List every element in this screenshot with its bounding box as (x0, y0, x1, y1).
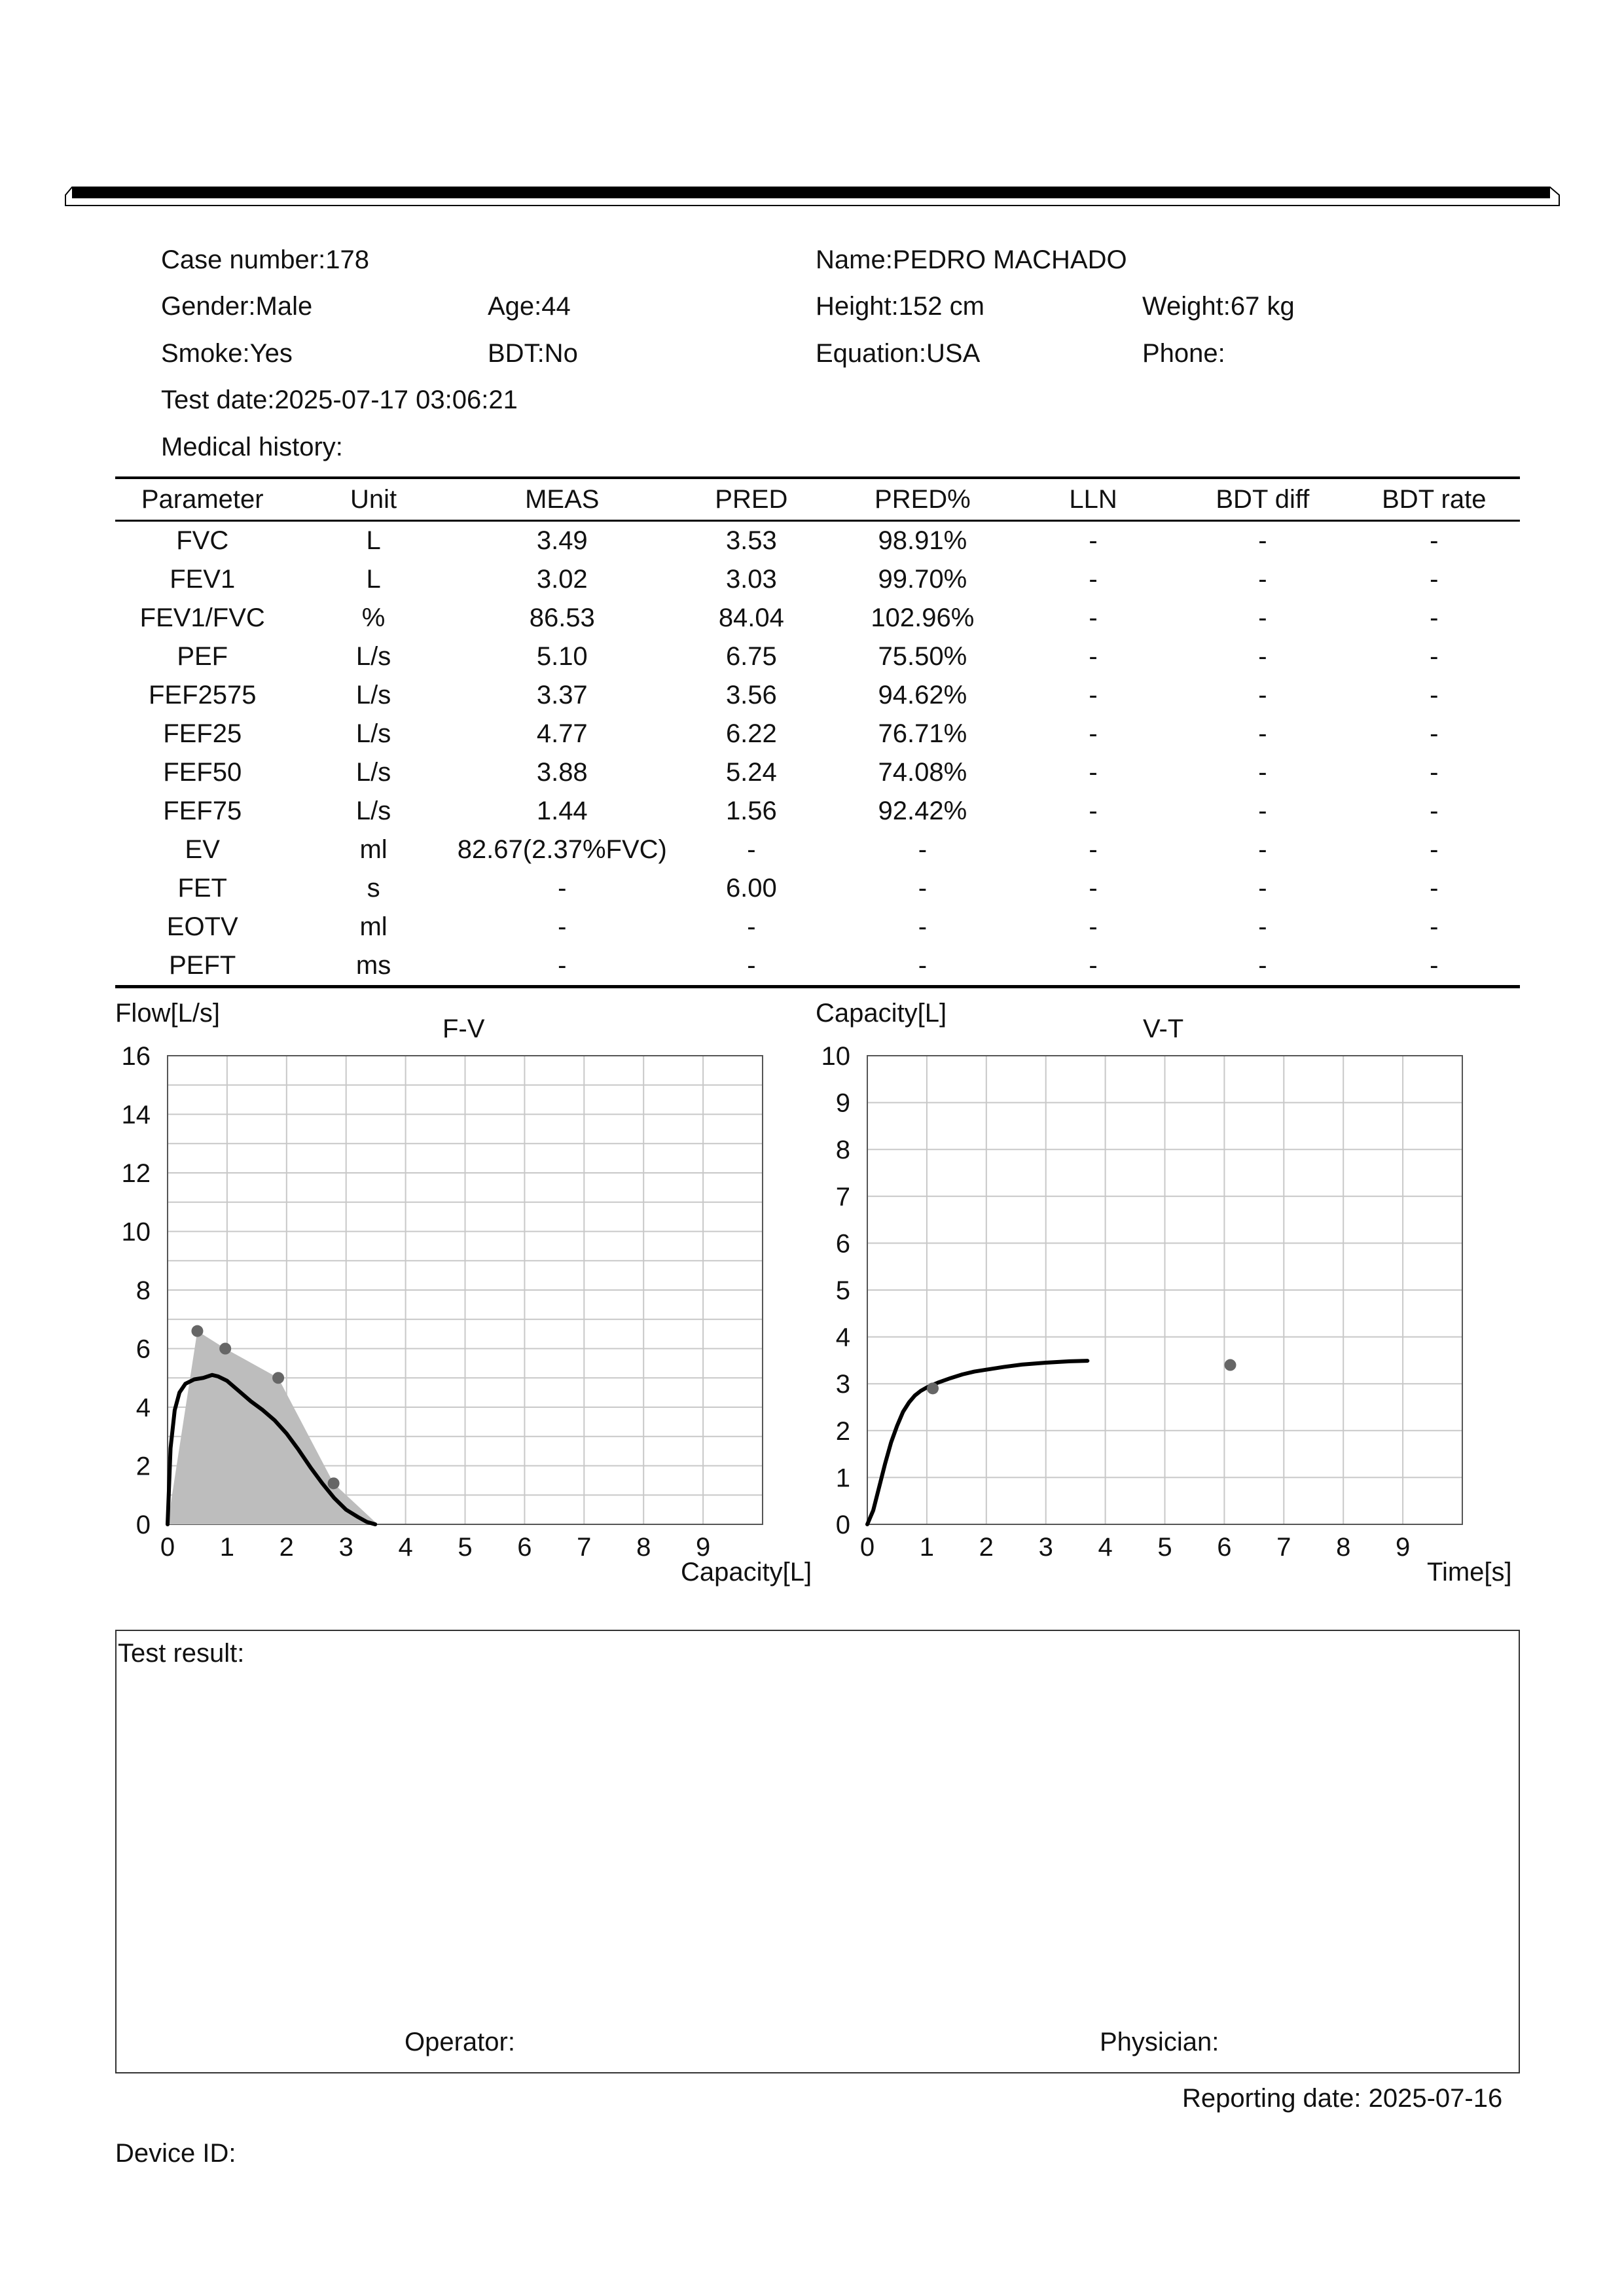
cell: 84.04 (718, 603, 784, 632)
cell: 5.24 (725, 758, 777, 787)
cell: - (558, 912, 567, 941)
cell: - (1430, 835, 1439, 864)
cell: - (1430, 758, 1439, 787)
equation: Equation:USA (816, 339, 981, 368)
cell: - (1430, 603, 1439, 632)
cell: 86.53 (529, 603, 595, 632)
cell: - (1089, 797, 1098, 825)
cell: 94.62% (878, 681, 967, 709)
cell: % (361, 603, 386, 632)
fv-xtick-label: 5 (458, 1533, 473, 1562)
cell: 6.22 (725, 719, 777, 748)
cell: FVC (176, 526, 229, 555)
cell: - (1009, 946, 1177, 987)
smoke: Smoke:Yes (161, 339, 293, 368)
cell: L (366, 565, 381, 594)
vt-ytick-label: 7 (835, 1182, 850, 1211)
cell: - (747, 835, 756, 864)
fv-xtick-label: 7 (577, 1533, 592, 1562)
fv-xtick-label: 9 (695, 1533, 711, 1562)
vt-ytick-label: 2 (835, 1416, 850, 1446)
cell: s (367, 874, 380, 903)
cell: - (1089, 874, 1098, 903)
cell: - (918, 835, 928, 864)
cell: 75.50% (878, 642, 967, 671)
cell: 5.10 (536, 642, 588, 671)
cell: - (1430, 719, 1439, 748)
cell: - (1430, 912, 1439, 941)
fv-ytick-label: 8 (135, 1276, 151, 1305)
vt-ytick-label: 6 (835, 1229, 850, 1259)
cell: - (1258, 758, 1267, 787)
fv-ytick-label: 10 (121, 1217, 151, 1247)
vt-ytick-label: 4 (835, 1323, 850, 1352)
fv-ytick-label: 16 (121, 1042, 151, 1071)
vt-measured-curve (867, 1361, 1087, 1524)
cell: - (1258, 912, 1267, 941)
fv-xtick-label: 3 (338, 1533, 353, 1562)
vt-xtick-label: 3 (1038, 1533, 1053, 1562)
cell: 6.75 (725, 642, 777, 671)
cell: 98.91% (878, 526, 967, 555)
cell: 74.08% (878, 758, 967, 787)
header-pred: PRED (667, 478, 836, 521)
fv-xlabel: Capacity[L] (681, 1558, 812, 1587)
cell: - (1089, 835, 1098, 864)
cell: 1.44 (536, 797, 588, 825)
fv-ytick-label: 14 (121, 1100, 151, 1130)
phone: Phone: (1142, 339, 1225, 368)
fv-ytick-label: 0 (135, 1511, 151, 1539)
cell: - (1258, 565, 1267, 594)
cell: - (1089, 912, 1098, 941)
vt-xtick-label: 0 (859, 1533, 875, 1562)
cell: ml (359, 835, 388, 864)
cell: L/s (355, 758, 391, 787)
cell: 3.88 (536, 758, 588, 787)
fv-ytick-label: 12 (121, 1159, 151, 1188)
cell: - (1089, 526, 1098, 555)
header-pred-percent: PRED% (836, 478, 1009, 521)
cell: - (1089, 681, 1098, 709)
cell: - (1177, 946, 1348, 987)
cell: - (1258, 719, 1267, 748)
cell: - (836, 946, 1009, 987)
cell: EOTV (166, 912, 238, 941)
vt-predicted-point (927, 1382, 939, 1394)
cell: 3.49 (536, 526, 588, 555)
cell: L/s (355, 642, 391, 671)
test-date: Test date:2025-07-17 03:06:21 (161, 386, 518, 414)
cell: - (1430, 642, 1439, 671)
cell: - (1089, 719, 1098, 748)
header-unit: Unit (289, 478, 457, 521)
vt-ytick-label: 0 (835, 1511, 850, 1539)
physician-label: Physician: (1100, 2028, 1219, 2056)
medical-history: Medical history: (161, 433, 343, 461)
vt-title: V-T (1143, 1014, 1184, 1043)
fv-xtick-label: 0 (160, 1533, 175, 1562)
cell: 76.71% (878, 719, 967, 748)
cell: FET (177, 874, 227, 903)
vt-xtick-label: 7 (1276, 1533, 1291, 1562)
fv-ytick-label: 2 (135, 1452, 151, 1481)
vt-xtick-label: 5 (1157, 1533, 1172, 1562)
vt-ytick-label: 8 (835, 1136, 850, 1165)
case-number: Case number:178 (161, 245, 369, 274)
test-result-box (115, 1630, 1520, 2073)
cell: - (1089, 565, 1098, 594)
cell: EV (185, 835, 220, 864)
cell: ml (359, 912, 388, 941)
cell: - (1430, 874, 1439, 903)
cell: 102.96% (871, 603, 975, 632)
cell: - (1258, 835, 1267, 864)
fv-ytick-label: 4 (135, 1393, 151, 1422)
cell: FEV1 (170, 565, 236, 594)
header-bdt-rate: BDT rate (1348, 478, 1520, 521)
cell: PEF (177, 642, 228, 671)
header-parameter: Parameter (115, 478, 289, 521)
test-result-label: Test result: (118, 1639, 245, 1668)
cell: 1.56 (725, 797, 777, 825)
cell: L/s (355, 681, 391, 709)
cell: L (366, 526, 381, 555)
patient-name: Name:PEDRO MACHADO (816, 245, 1127, 274)
cell: - (747, 912, 756, 941)
cell: - (1089, 603, 1098, 632)
age: Age:44 (488, 292, 571, 321)
fv-xtick-label: 8 (636, 1533, 651, 1562)
vt-xtick-label: 2 (979, 1533, 994, 1562)
cell: FEF25 (163, 719, 242, 748)
cell: - (918, 912, 928, 941)
device-id: Device ID: (115, 2139, 236, 2168)
fv-xtick-label: 2 (279, 1533, 294, 1562)
cell: - (1089, 758, 1098, 787)
bdt: BDT:No (488, 339, 578, 368)
cell: - (1430, 526, 1439, 555)
fv-ytick-label: 6 (135, 1335, 151, 1364)
cell: 3.03 (725, 565, 777, 594)
cell: - (1258, 874, 1267, 903)
cell: 3.56 (725, 681, 777, 709)
cell: 99.70% (878, 565, 967, 594)
cell: - (1089, 642, 1098, 671)
cell: 3.02 (536, 565, 588, 594)
cell: FEV1/FVC (139, 603, 265, 632)
gender: Gender:Male (161, 292, 313, 321)
cell: FEF75 (163, 797, 242, 825)
cell: ms (289, 946, 457, 987)
cell: L/s (355, 719, 391, 748)
cell: 82.67(2.37%FVC) (457, 835, 667, 864)
cell: 3.53 (725, 526, 777, 555)
cell: - (1430, 565, 1439, 594)
vt-ylabel: Capacity[L] (816, 999, 947, 1028)
header-meas: MEAS (458, 478, 667, 521)
fv-ylabel: Flow[L/s] (115, 999, 221, 1028)
cell: - (1430, 797, 1439, 825)
vt-ytick-label: 9 (835, 1088, 850, 1118)
vt-ytick-label: 10 (821, 1042, 850, 1071)
cell: - (918, 874, 928, 903)
cell: PEFT (115, 946, 289, 987)
cell: - (1258, 681, 1267, 709)
cell: FEF2575 (148, 681, 257, 709)
header-bdt-diff: BDT diff (1177, 478, 1348, 521)
vt-predicted-point (1224, 1359, 1236, 1371)
vt-ytick-label: 5 (835, 1276, 850, 1305)
vt-xlabel: Time[s] (1427, 1558, 1512, 1587)
operator-label: Operator: (405, 2028, 515, 2056)
fv-title: F-V (442, 1014, 485, 1043)
cell: - (1258, 526, 1267, 555)
reporting-date: Reporting date: 2025-07-16 (1182, 2084, 1503, 2113)
cell: - (458, 946, 667, 987)
cell: - (1258, 603, 1267, 632)
cell: L/s (355, 797, 391, 825)
cell: - (667, 946, 836, 987)
cell: 92.42% (878, 797, 967, 825)
weight: Weight:67 kg (1142, 292, 1295, 321)
fv-xtick-label: 6 (517, 1533, 532, 1562)
cell: 3.37 (536, 681, 588, 709)
vt-xtick-label: 8 (1336, 1533, 1351, 1562)
cell: - (1348, 946, 1520, 987)
vt-xtick-label: 6 (1217, 1533, 1232, 1562)
cell: 4.77 (536, 719, 588, 748)
height: Height:152 cm (816, 292, 984, 321)
vt-xtick-label: 9 (1395, 1533, 1411, 1562)
cell: FEF50 (163, 758, 242, 787)
cell: - (1258, 642, 1267, 671)
fv-xtick-label: 4 (398, 1533, 413, 1562)
vt-ytick-label: 1 (835, 1463, 850, 1493)
cell: - (1430, 681, 1439, 709)
cell: - (1258, 797, 1267, 825)
fv-xtick-label: 1 (219, 1533, 235, 1562)
header-lln: LLN (1009, 478, 1177, 521)
cell: 6.00 (725, 874, 777, 903)
cell: - (558, 874, 567, 903)
vt-ytick-label: 3 (835, 1370, 850, 1399)
vt-xtick-label: 4 (1098, 1533, 1113, 1562)
vt-xtick-label: 1 (919, 1533, 935, 1562)
